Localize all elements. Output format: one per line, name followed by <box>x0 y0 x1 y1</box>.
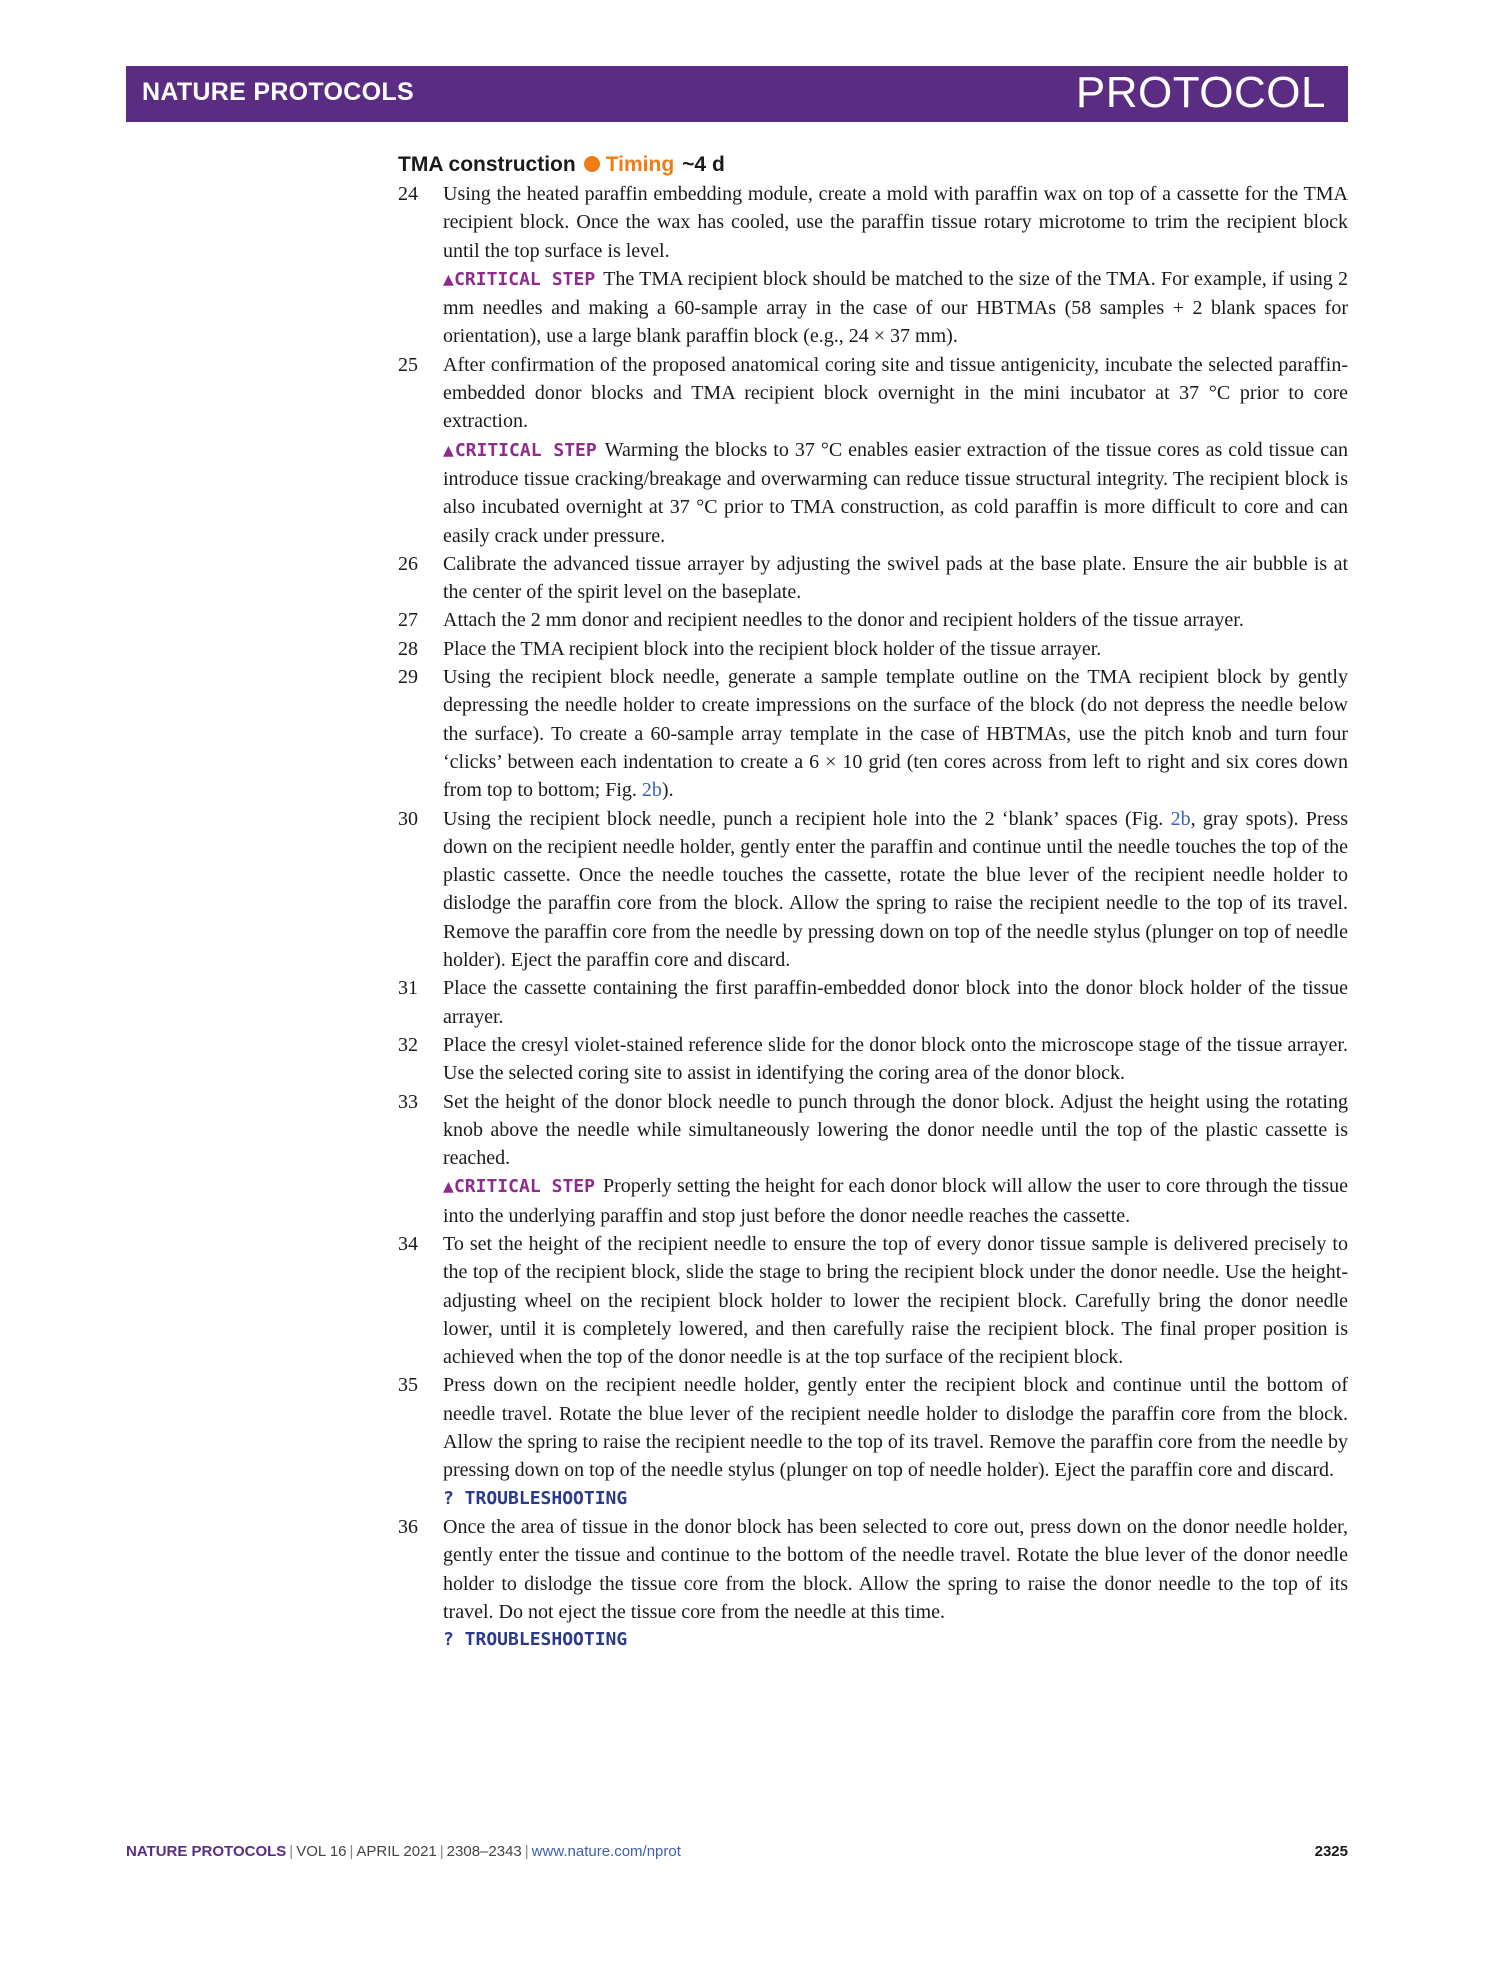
section-title: TMA construction <box>398 153 576 176</box>
step-text: Set the height of the donor block needle to punch through the donor block. Adjust the height using the rotating knob above the needle while simultaneously lowering the donor needle until the top of the plastic cassette is reached. <box>443 1090 1348 1170</box>
step-text-after: , gray spots). Press down on the recipient needle holder, gently enter the paraffin and continue until the needle touches the top of the plastic cassette. Once the needle touches the cassette, rotate the blue lever of the recipient needle holder to dislodge the paraffin core from the block. Allow the spring to raise the recipient needle to the top of its travel. Remove the paraffin core from the needle by pressing down on top of the needle stylus (plunger on top of needle holder). Eject the paraffin core and discard. <box>443 807 1349 972</box>
critical-step-text: The TMA recipient block should be matched to the size of the TMA. For example, if using 2 mm needles and making a 60-sample array in the case of our HBTMAs (58 samples + 2 blank spaces for orientation), use a large blank paraffin block (e.g., 24 × 37 mm). <box>443 267 1349 348</box>
step-number: 25 <box>398 353 418 376</box>
footer-separator: | <box>349 1843 354 1860</box>
step-text-main: Using the recipient block needle, generate a sample template outline on the TMA recipient block by gently depressing the needle holder to create impressions on the surface of the block (do not depress the needle below the surface). To create a 60-sample array template in the case of HBTMAs, use the pitch knob and turn four ‘clicks’ between each indentation to create a 6 × 10 grid (ten cores across from left to right and six cores down from top to bottom; Fig. <box>443 666 1348 802</box>
footer-separator: | <box>524 1843 529 1860</box>
step-text: After confirmation of the proposed anatomical coring site and tissue antigenicity, incubate the selected paraffin-embedded donor blocks and TMA recipient block overnight in the mini incubator at 37 °C prior to core extraction. <box>443 353 1348 433</box>
footer-separator: | <box>439 1843 444 1860</box>
step-text <box>443 663 1348 804</box>
journal-name: NATURE PROTOCOLS <box>142 78 414 106</box>
step-number: 36 <box>398 1515 418 1538</box>
step-number: 28 <box>398 637 418 660</box>
step-28 <box>398 635 1348 663</box>
footer-journal: NATURE PROTOCOLS <box>126 1843 287 1860</box>
critical-step <box>443 1172 1348 1230</box>
page-footer <box>126 1843 1348 1860</box>
step-26 <box>398 550 1348 607</box>
troubleshooting-link[interactable]: ? TROUBLESHOOTING <box>443 1487 628 1509</box>
step-number: 35 <box>398 1374 418 1397</box>
step-text: Using the heated paraffin embedding module, create a mold with paraffin wax on top of a cassette for the TMA recipient block. Once the wax has cooled, use the paraffin tissue rotary microtome to trim the recipient block until the top surface is level. <box>443 183 1348 262</box>
critical-step <box>443 265 1348 351</box>
step-31 <box>398 974 1348 1031</box>
critical-step-label: ▲CRITICAL STEP <box>443 268 596 290</box>
footer-pages: 2308–2343 <box>446 1843 522 1860</box>
step-text: To set the height of the recipient needle to ensure the top of every donor tissue sample is delivered precisely to the top of the recipient block, slide the stage to bring the recipient block under the donor needle. Use the height-adjusting wheel on the recipient block holder to lower the recipient block. Carefully bring the donor needle lower, until it is completely lowered, and then carefully raise the recipient block. The final proper position is achieved when the top of the donor needle is at the top surface of the recipient block. <box>443 1232 1348 1369</box>
step-27 <box>398 606 1348 634</box>
step-text <box>443 805 1348 975</box>
critical-step <box>443 436 1348 550</box>
step-number: 33 <box>398 1090 418 1113</box>
timing-label: Timing <box>605 153 675 176</box>
step-text-after: ). <box>661 779 674 802</box>
step-text: Place the TMA recipient block into the recipient block holder of the tissue arrayer. <box>443 637 1102 660</box>
step-24 <box>398 180 1348 351</box>
main-content <box>398 150 1348 1654</box>
step-text: Place the cresyl violet-stained reference slide for the donor block onto the microscope stage of the tissue arrayer. Use the selected coring site to assist in identifying the coring area of the donor block. <box>443 1033 1348 1085</box>
article-type: PROTOCOL <box>1075 68 1326 117</box>
step-36 <box>398 1513 1348 1654</box>
figure-link[interactable]: 2b <box>1170 807 1191 830</box>
critical-step-label: ▲CRITICAL STEP <box>443 1176 595 1198</box>
step-35 <box>398 1371 1348 1512</box>
timing-dot-icon <box>584 156 600 172</box>
troubleshooting-link[interactable]: ? TROUBLESHOOTING <box>443 1629 628 1651</box>
footer-volume: VOL 16 <box>296 1843 347 1860</box>
step-32 <box>398 1031 1348 1088</box>
critical-step-label: ▲CRITICAL STEP <box>443 439 597 461</box>
step-text-main: Using the recipient block needle, punch a recipient hole into the 2 ‘blank’ spaces (Fig. <box>443 807 1164 830</box>
step-number: 34 <box>398 1232 418 1255</box>
header-bar <box>126 66 1348 122</box>
step-number: 30 <box>398 807 418 830</box>
step-text: Once the area of tissue in the donor block has been selected to core out, press down on the donor needle holder, gently enter the tissue and continue to the bottom of the needle travel. Rotate the blue lever of the donor needle holder to dislodge the tissue core from the block. Allow the spring to raise the donor needle to the top of its travel. Do not eject the tissue core from the needle at this time. <box>443 1515 1348 1623</box>
timing-value: ~4 d <box>682 153 725 176</box>
step-33 <box>398 1088 1348 1230</box>
footer-url-link[interactable]: www.nature.com/nprot <box>531 1843 681 1860</box>
step-34 <box>398 1230 1348 1371</box>
page-number: 2325 <box>1314 1843 1348 1860</box>
step-text: Calibrate the advanced tissue arrayer by adjusting the swivel pads at the base plate. Ensure the air bubble is at the center of the spirit level on the baseplate. <box>443 552 1348 604</box>
figure-link[interactable]: 2b <box>641 779 662 802</box>
section-heading <box>398 150 1348 180</box>
critical-step-text: Warming the blocks to 37 °C enables easier extraction of the tissue cores as cold tissue can introduce tissue cracking/breakage and overwarming can reduce tissue structural integrity. The recipient block is also incubated overnight at 37 °C prior to TMA construction, as cold paraffin is more difficult to core and can easily crack under pressure. <box>443 438 1348 547</box>
step-number: 32 <box>398 1033 418 1056</box>
step-25 <box>398 351 1348 550</box>
step-29 <box>398 663 1348 804</box>
footer-date: APRIL 2021 <box>356 1843 437 1860</box>
step-number: 24 <box>398 183 418 205</box>
critical-step-text: Properly setting the height for each donor block will allow the user to core through the tissue into the underlying paraffin and stop just before the donor needle reaches the cassette. <box>443 1175 1348 1227</box>
footer-separator: | <box>289 1843 294 1860</box>
step-text: Place the cassette containing the first paraffin-embedded donor block into the donor block holder of the tissue arrayer. <box>443 977 1348 1028</box>
step-number: 31 <box>398 977 418 1000</box>
step-text: Attach the 2 mm donor and recipient needles to the donor and recipient holders of the tissue arrayer. <box>443 609 1244 632</box>
step-number: 29 <box>398 666 418 689</box>
step-number: 26 <box>398 552 418 575</box>
step-text: Press down on the recipient needle holder, gently enter the recipient block and continue until the bottom of needle travel. Rotate the blue lever of the recipient needle holder to dislodge the paraffin core from the block. Allow the spring to raise the recipient needle to the top of its travel. Remove the paraffin core from the needle by pressing down on top of the needle stylus (plunger on top of needle holder). Eject the paraffin core and discard. <box>443 1374 1348 1482</box>
step-30 <box>398 805 1348 975</box>
step-number: 27 <box>398 609 418 632</box>
